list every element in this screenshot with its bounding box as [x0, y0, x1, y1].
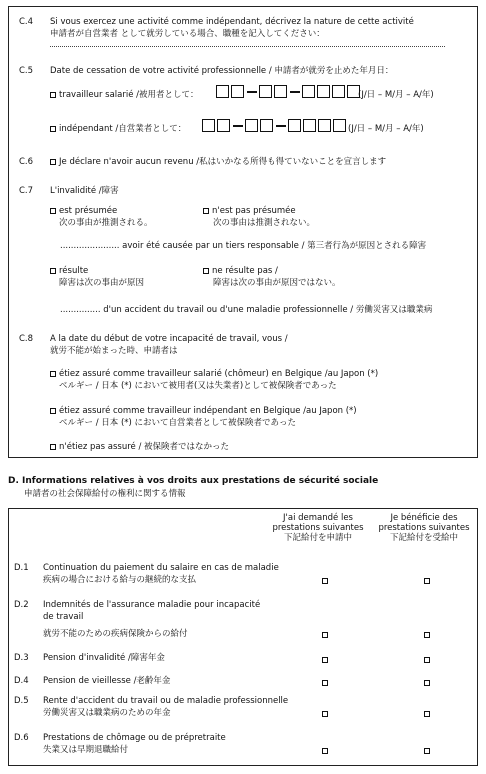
section-d-subtitle: 申請者の社会保障給付の権利に関する情報 [24, 489, 186, 499]
c8-number: C.8 [19, 334, 34, 344]
d3-receiving-checkbox[interactable] [424, 657, 430, 663]
d1-jp: 疾病の場合における給与の継続的な支払 [43, 575, 197, 585]
c7-resulte [50, 266, 88, 277]
c8-opt-salarie [50, 369, 378, 380]
c7-tiers-line: ...................... avoir été causée par un tiers responsable / 第三者行為が原因とされる障害 [60, 241, 427, 251]
c5-date-format-1: (J/日 – M/月 – A/年) [358, 90, 434, 100]
d2-jp: 就労不能のための疾病保険からの給付 [43, 629, 188, 639]
ne-resulte-checkbox[interactable] [203, 268, 209, 274]
d1-fr: Continuation du paiement du salaire en cas de maladie [43, 563, 279, 573]
ne-resulte-jp: 障害は次の事由が原因ではない。 [213, 278, 341, 288]
d1-receiving-checkbox[interactable] [424, 578, 430, 584]
c4-question-fr: Si vous exercez une activité comme indépendant, décrivez la nature de cette activité [50, 17, 414, 27]
d5-fr: Rente d'accident du travail ou de maladie professionnelle [43, 696, 289, 706]
d2-fr2: de travail [43, 612, 84, 622]
d5-requested-checkbox[interactable] [322, 711, 328, 717]
d5-number: D.5 [14, 696, 29, 706]
d2-fr: Indemnités de l'assurance maladie pour incapacité [43, 600, 261, 610]
c5-number: C.5 [19, 66, 34, 76]
resulte-checkbox[interactable] [50, 268, 56, 274]
c8-question-fr: A la date du début de votre incapacité de travail, vous / [50, 334, 288, 344]
c7-ne-resulte [203, 266, 278, 277]
salarie-label: travailleur salarié /被用者として： [59, 90, 199, 100]
c7-title: L'invalidité /障害 [50, 186, 119, 196]
c5-date-independant[interactable] [202, 119, 348, 132]
d1-requested-checkbox[interactable] [322, 578, 328, 584]
d3-number: D.3 [14, 653, 29, 663]
d6-receiving-checkbox[interactable] [424, 748, 430, 754]
c5-question: Date de cessation de votre activité professionnelle / 申請者が就労を止めた年月日： [50, 66, 394, 76]
c6-row [50, 157, 386, 168]
c4-answer-field[interactable] [50, 46, 445, 47]
d6-requested-checkbox[interactable] [322, 748, 328, 754]
c8-question-jp: 就労不能が始まった時、申請者は [50, 346, 178, 356]
independant-checkbox[interactable] [50, 126, 56, 132]
c7-accident-line: ............... d'un accident du travail ou d'une maladie professionnelle / 労働災害又は職業病 [60, 305, 433, 315]
d2-number: D.2 [14, 600, 29, 610]
resulte-jp: 障害は次の事由が原因 [59, 278, 145, 288]
assure-independant-jp: ベルギー / 日本 (*) において自営業者として被保険者であった [59, 418, 296, 428]
not-assure-checkbox[interactable] [50, 444, 56, 450]
presumee-label: est présumée [59, 206, 118, 216]
c5-row-independant [50, 124, 186, 135]
d4-number: D.4 [14, 676, 29, 686]
col2-line2: prestations suivantes [378, 523, 470, 534]
independant-label: indépendant /自営業者として： [59, 124, 187, 134]
not-assure-label: n'étiez pas assuré / 被保険者ではなかった [59, 442, 230, 452]
assure-salarie-label: étiez assuré comme travailleur salarié (chômeur) en Belgique /au Japon (*) [59, 369, 379, 379]
not-presumee-checkbox[interactable] [203, 208, 209, 214]
c8-opt-independant [50, 406, 357, 417]
assure-independant-checkbox[interactable] [50, 408, 56, 414]
col2-line3: 下記給付を受給中 [389, 533, 458, 544]
assure-salarie-checkbox[interactable] [50, 371, 56, 377]
c4-question-jp: 申請者が自営業者 として就労している場合、職種を記入してください： [50, 29, 325, 39]
no-income-checkbox[interactable] [50, 159, 56, 165]
salarie-checkbox[interactable] [50, 92, 56, 98]
d3-requested-checkbox[interactable] [322, 657, 328, 663]
c7-presumee [50, 206, 117, 217]
d4-requested-checkbox[interactable] [322, 680, 328, 686]
d2-receiving-checkbox[interactable] [424, 632, 430, 638]
d6-jp: 失業又は早期退職給付 [43, 745, 129, 755]
d4-receiving-checkbox[interactable] [424, 680, 430, 686]
col1-line1: J'ai demandé les [283, 513, 353, 523]
assure-independant-label: étiez assuré comme travailleur indépendant en Belgique /au Japon (*) [59, 406, 357, 416]
section-d-title: D. Informations relatives à vos droits aux prestations de sécurité sociale [8, 476, 379, 486]
ne-resulte-label: ne résulte pas / [212, 266, 278, 276]
c4-number: C.4 [19, 17, 34, 27]
d5-jp: 労働災害又は職業病のための年金 [43, 708, 171, 718]
c5-row-salarie [50, 90, 199, 101]
presumee-checkbox[interactable] [50, 208, 56, 214]
c8-opt-none [50, 442, 229, 453]
not-presumee-label: n'est pas présumée [212, 206, 296, 216]
c7-number: C.7 [19, 186, 34, 196]
col-header-requested [270, 513, 366, 544]
c7-not-presumee [203, 206, 296, 217]
col-header-receiving [376, 513, 472, 544]
col1-line2: prestations suivantes [272, 523, 364, 534]
d5-receiving-checkbox[interactable] [424, 711, 430, 717]
resulte-label: résulte [59, 266, 89, 276]
c5-date-salarie[interactable] [216, 85, 362, 98]
c5-date-format-2: (J/日 – M/月 – A/年) [348, 124, 424, 134]
col1-line3: 下記給付を申請中 [283, 533, 352, 544]
col2-line1: Je bénéficie des [390, 513, 458, 523]
presumee-jp: 次の事由が推測される。 [59, 218, 153, 228]
c6-number: C.6 [19, 157, 34, 167]
d2-requested-checkbox[interactable] [322, 632, 328, 638]
c6-text: Je déclare n'avoir aucun revenu /私はいかなる所得も得ていないことを宣言します [59, 157, 387, 167]
d6-fr: Prestations de chômage ou de prépretraite [43, 733, 226, 743]
not-presumee-jp: 次の事由は推測されない。 [213, 218, 316, 228]
d1-number: D.1 [14, 563, 29, 573]
d6-number: D.6 [14, 733, 29, 743]
d4-fr: Pension de vieillesse /老齢年金 [43, 676, 171, 686]
assure-salarie-jp: ベルギー / 日本 (*) において被用者(又は失業者)として被保険者であった [59, 381, 337, 391]
d3-fr: Pension d'invalidité /障害年金 [43, 653, 165, 663]
